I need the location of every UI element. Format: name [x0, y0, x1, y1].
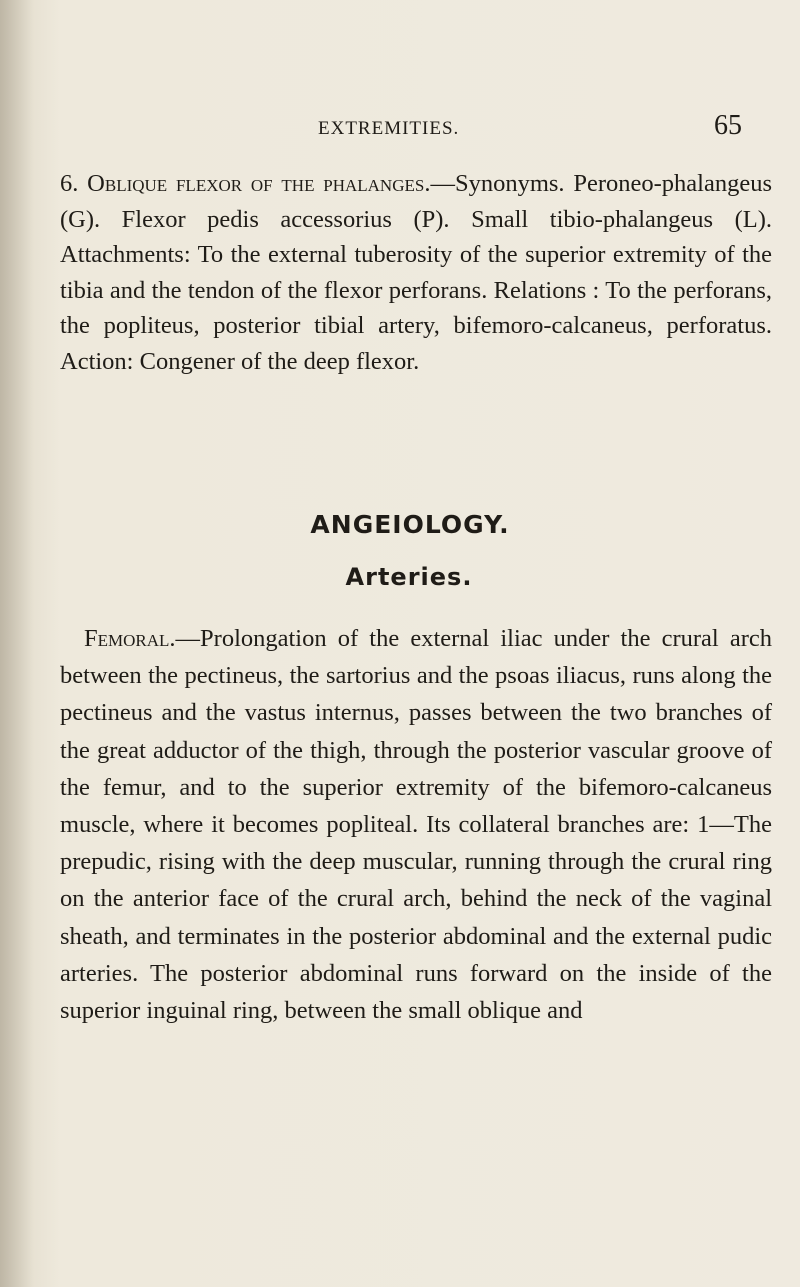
- subheading: Arteries.: [345, 563, 473, 591]
- femoral-body: —Prolongation of the external iliac under the crural arch between the pectineus, the sartorius and the psoas iliacus, runs along the pectineus and the vastus internus, passes between the two branches of the great adductor of the thigh, through the posterior vascular groove of the femur, and to the superior extremity of the bifemoro-calcaneus muscle, where it becomes popliteal. Its collateral branches are: 1—The prepudic, rising with the deep muscular, running through the crural ring on the anterior face of the crural arch, behind the neck of the vaginal sheath, and terminates in the posterior abdominal and the external pudic arteries. The posterior abdominal runs forward on the inside of the superior inguinal ring, between the small oblique and: [60, 625, 772, 1025]
- section-6-paragraph: [60, 166, 772, 380]
- chapter-heading: ANGEIOLOGY.: [310, 510, 510, 539]
- section-title: Oblique flexor of the phalanges.: [87, 170, 431, 197]
- page-number: 65: [714, 110, 742, 141]
- section-body: —Synonyms. Peroneo-phalangeus (G). Flexor pedis accessorius (P). Small tibio-phalangeus (L). Attachments: To the external tuberosity of the superior extremity of the tibia and the tendon of the flexor perforans. Relations : To the perforans, the popliteus, posterior tibial artery, bifemoro-calcaneus, perforatus. Action: Congener of the deep flexor.: [60, 170, 772, 375]
- page-gutter-shadow: [0, 0, 34, 1287]
- section-number: 6.: [60, 170, 79, 197]
- femoral-paragraph: [60, 620, 772, 1029]
- running-title: EXTREMITIES.: [318, 118, 460, 139]
- running-head: [40, 108, 780, 148]
- femoral-title: Femoral.: [84, 625, 176, 652]
